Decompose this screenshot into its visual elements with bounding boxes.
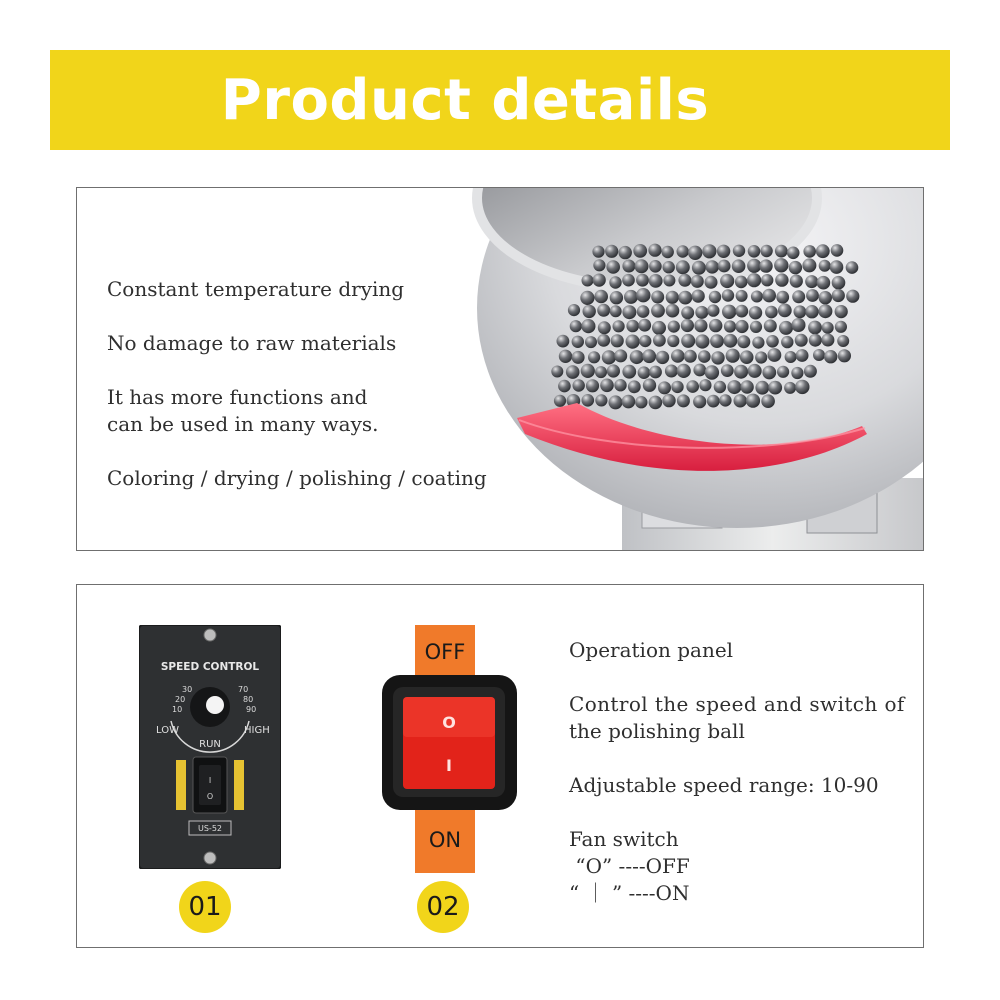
polishing-ball	[705, 276, 718, 289]
polishing-ball	[610, 291, 623, 304]
polishing-ball	[835, 321, 847, 333]
polishing-ball	[775, 273, 788, 286]
polishing-ball	[607, 364, 620, 377]
polishing-ball	[747, 273, 761, 287]
polishing-ball	[718, 260, 731, 273]
polishing-ball	[805, 305, 818, 318]
polishing-ball	[600, 379, 614, 393]
polishing-ball	[609, 395, 623, 409]
scale-left-tick: 30	[182, 685, 193, 694]
description-line: Control the speed and switch of	[569, 692, 905, 716]
polishing-ball	[722, 305, 736, 319]
polishing-ball	[559, 350, 572, 363]
polishing-ball	[583, 305, 596, 318]
polishing-ball	[642, 349, 656, 363]
polishing-ball	[768, 348, 782, 362]
polishing-ball	[622, 305, 636, 319]
polishing-ball	[702, 244, 716, 258]
description-line: the polishing ball	[569, 719, 745, 743]
polishing-ball	[597, 304, 610, 317]
off-tag-label: OFF	[424, 640, 466, 664]
polishing-ball	[684, 350, 697, 363]
polishing-ball	[707, 304, 719, 316]
polishing-ball	[622, 395, 636, 409]
polishing-ball	[558, 380, 571, 393]
polishing-ball	[557, 335, 570, 348]
polishing-ball	[846, 261, 859, 274]
polishing-ball	[819, 291, 832, 304]
polishing-ball	[761, 274, 773, 286]
polishing-ball	[598, 321, 611, 334]
polishing-ball	[804, 365, 817, 378]
scale-left-tick: 20	[175, 695, 186, 704]
polishing-ball	[795, 334, 808, 347]
high-label: HIGH	[244, 725, 270, 736]
polishing-ball	[795, 380, 809, 394]
polishing-ball	[737, 335, 750, 348]
polishing-ball	[722, 289, 734, 301]
polishing-ball	[593, 259, 605, 271]
polishing-ball	[816, 244, 830, 258]
polishing-ball	[698, 350, 711, 363]
polishing-ball	[817, 276, 831, 290]
model-label: US-52	[198, 824, 222, 833]
polishing-ball	[709, 319, 722, 332]
scale-right-tick: 90	[246, 705, 257, 714]
polishing-ball	[681, 334, 695, 348]
polishing-ball	[580, 291, 594, 305]
polishing-ball	[750, 321, 762, 333]
polishing-ball	[748, 245, 761, 258]
polishing-ball	[633, 244, 647, 258]
polishing-ball	[777, 366, 789, 378]
polishing-ball	[734, 365, 748, 379]
polishing-ball	[721, 364, 734, 377]
polishing-ball	[693, 364, 706, 377]
polishing-ball	[568, 304, 580, 316]
polishing-ball	[726, 349, 740, 363]
polishing-ball	[734, 394, 747, 407]
polishing-ball	[709, 291, 721, 303]
polishing-ball	[651, 291, 664, 304]
polishing-ball	[791, 367, 803, 379]
polishing-ball	[755, 351, 767, 363]
rocker-on-mark: I	[446, 756, 452, 775]
low-label: LOW	[156, 725, 179, 736]
page-title: Product details	[220, 67, 710, 133]
polishing-ball	[796, 349, 809, 362]
polishing-ball	[619, 246, 632, 259]
polishing-ball	[695, 334, 709, 348]
feature-item: Coloring / drying / polishing / coating	[107, 466, 487, 490]
polishing-ball	[622, 260, 635, 273]
fan-switch-title: Fan switch	[569, 827, 679, 851]
polishing-ball	[586, 379, 599, 392]
polishing-ball	[835, 305, 848, 318]
polishing-ball	[656, 351, 669, 364]
polishing-ball	[671, 381, 683, 393]
polishing-ball	[572, 351, 585, 364]
polishing-ball	[818, 304, 832, 318]
polishing-ball	[624, 290, 638, 304]
polishing-ball	[602, 350, 616, 364]
polishing-ball	[714, 381, 726, 393]
polishing-ball	[677, 245, 689, 257]
scale-right-tick: 70	[238, 685, 249, 694]
on-tag-label: ON	[428, 828, 462, 852]
polishing-ball	[759, 259, 772, 272]
polishing-ball	[588, 351, 600, 363]
polishing-ball	[747, 259, 761, 273]
polishing-ball	[649, 366, 662, 379]
feature-panel	[76, 187, 924, 551]
polishing-ball	[595, 366, 607, 378]
polishing-ball	[768, 381, 782, 395]
polishing-ball	[677, 394, 690, 407]
speed-controller-image	[139, 625, 281, 869]
polishing-ball	[668, 321, 680, 333]
feature-item: can be used in many ways.	[107, 412, 379, 436]
polishing-ball	[582, 275, 594, 287]
scale-right-tick: 80	[243, 695, 254, 704]
title-banner	[50, 50, 950, 150]
polishing-ball	[622, 274, 635, 287]
polishing-ball	[639, 335, 651, 347]
polishing-ball	[792, 318, 806, 332]
polishing-ball	[775, 245, 788, 258]
speed-control-title: SPEED CONTROL	[160, 661, 260, 673]
polishing-ball	[808, 321, 822, 335]
polishing-ball	[838, 349, 851, 362]
polishing-ball	[666, 291, 679, 304]
polishing-ball	[681, 319, 694, 332]
polishing-ball	[651, 304, 665, 318]
polishing-ball	[638, 319, 651, 332]
polishing-ball	[688, 246, 702, 260]
polishing-ball	[566, 365, 580, 379]
polishing-ball	[691, 275, 704, 288]
description-heading: Operation panel	[569, 638, 734, 662]
polishing-ball	[573, 379, 585, 391]
polishing-ball	[735, 305, 748, 318]
polishing-ball	[636, 274, 649, 287]
polishing-ball	[693, 395, 706, 408]
polishing-ball	[581, 319, 595, 333]
polishing-ball	[649, 274, 663, 288]
polishing-ball	[792, 290, 805, 303]
polishing-ball	[789, 261, 802, 274]
polishing-ball	[609, 276, 621, 288]
polishing-ball	[752, 337, 764, 349]
polishing-ball	[781, 336, 793, 348]
polishing-ball	[751, 291, 763, 303]
polishing-ball	[636, 288, 650, 302]
polishing-ball	[638, 366, 651, 379]
polishing-ball	[652, 321, 666, 335]
polishing-ball	[570, 320, 582, 332]
polishing-ball	[678, 274, 691, 287]
polishing-ball	[735, 276, 748, 289]
polishing-ball	[813, 349, 825, 361]
polishing-ball	[630, 350, 644, 364]
polishing-ball	[784, 382, 796, 394]
scale-left-tick: 10	[172, 705, 183, 714]
polishing-ball	[706, 260, 719, 273]
polishing-ball	[736, 290, 748, 302]
polishing-ball	[635, 259, 649, 273]
polishing-ball	[805, 275, 818, 288]
polishing-ball	[755, 381, 769, 395]
polishing-ball	[595, 394, 607, 406]
polishing-ball	[572, 336, 584, 348]
polishing-ball	[832, 289, 845, 302]
polishing-ball	[662, 246, 674, 258]
polishing-ball	[594, 290, 608, 304]
polishing-ball	[606, 260, 620, 274]
polishing-ball	[832, 276, 846, 290]
polishing-ball	[707, 395, 720, 408]
badge-01: 01	[179, 881, 231, 933]
polishing-ball	[686, 380, 699, 393]
polishing-ball	[662, 394, 675, 407]
coating-machine-image	[407, 188, 923, 550]
polishing-ball	[635, 396, 647, 408]
rocker-off-mark: O	[442, 713, 456, 732]
polishing-ball	[761, 394, 775, 408]
polishing-ball	[649, 260, 662, 273]
polishing-ball	[626, 320, 639, 333]
polishing-ball	[605, 245, 618, 258]
switch-on-mark: I	[208, 776, 212, 785]
polishing-ball	[717, 245, 730, 258]
polishing-ball	[628, 380, 641, 393]
polishing-ball	[776, 291, 789, 304]
polishing-ball	[802, 258, 816, 272]
rocker-switch-image	[377, 625, 522, 873]
polishing-ball	[740, 350, 754, 364]
fan-off-text: “O” ----OFF	[569, 854, 690, 878]
polishing-ball	[740, 380, 753, 393]
polishing-ball	[748, 364, 762, 378]
polishing-ball	[765, 306, 778, 319]
polishing-ball	[705, 365, 719, 379]
polishing-ball	[719, 394, 731, 406]
feature-item: No damage to raw materials	[107, 331, 397, 355]
fan-on-text: “ ｜ ” ----ON	[569, 881, 690, 905]
polishing-ball	[735, 320, 748, 333]
polishing-ball	[724, 334, 738, 348]
polishing-ball	[790, 275, 803, 288]
polishing-ball	[710, 334, 724, 348]
polishing-ball	[727, 380, 741, 394]
polishing-ball	[762, 289, 776, 303]
polishing-ball	[809, 334, 822, 347]
polishing-ball	[614, 349, 627, 362]
polishing-ball	[593, 274, 606, 287]
polishing-ball	[794, 305, 807, 318]
polishing-ball	[711, 351, 724, 364]
polishing-ball	[648, 244, 661, 257]
polishing-ball	[681, 306, 694, 319]
badge-02: 02	[417, 881, 469, 933]
polishing-ball	[626, 335, 640, 349]
polishing-ball	[692, 261, 706, 275]
operation-panel-section	[76, 584, 924, 948]
polishing-ball	[830, 260, 844, 274]
polishing-ball	[653, 334, 666, 347]
feature-item: It has more functions and	[107, 385, 368, 409]
polishing-ball	[846, 290, 859, 303]
polishing-ball	[663, 261, 675, 273]
run-label: RUN	[199, 739, 221, 750]
polishing-ball	[774, 258, 788, 272]
polishing-ball	[724, 320, 736, 332]
polishing-ball	[658, 381, 671, 394]
polishing-ball	[806, 289, 819, 302]
polishing-ball	[746, 394, 760, 408]
polishing-ball	[732, 259, 746, 273]
polishing-ball	[764, 319, 777, 332]
polishing-ball	[665, 365, 678, 378]
polishing-ball	[613, 320, 625, 332]
polishing-ball	[610, 305, 622, 317]
polishing-ball	[831, 244, 844, 257]
polishing-ball	[582, 394, 595, 407]
polishing-ball	[824, 350, 837, 363]
polishing-ball	[821, 334, 834, 347]
polishing-ball	[637, 305, 650, 318]
polishing-ball	[822, 322, 834, 334]
polishing-ball	[643, 379, 656, 392]
polishing-ball	[649, 396, 663, 410]
polishing-ball	[597, 334, 610, 347]
polishing-ball	[779, 321, 793, 335]
polishing-ball	[803, 245, 816, 258]
polishing-ball	[663, 275, 675, 287]
polishing-ball	[766, 335, 779, 348]
polishing-ball	[787, 247, 800, 260]
feature-item: Constant temperature drying	[107, 277, 405, 301]
polishing-ball	[554, 395, 566, 407]
polishing-ball	[695, 306, 708, 319]
polishing-ball	[671, 349, 685, 363]
polishing-ball	[720, 274, 734, 288]
polishing-ball	[778, 304, 792, 318]
polishing-ball	[762, 366, 776, 380]
polishing-ball	[694, 319, 707, 332]
polishing-ball	[667, 335, 679, 347]
polishing-ball	[749, 306, 762, 319]
polishing-ball	[677, 364, 691, 378]
polishing-ball	[551, 366, 563, 378]
polishing-ball	[678, 291, 692, 305]
polishing-ball	[622, 365, 636, 379]
polishing-ball	[581, 364, 595, 378]
polishing-ball	[837, 335, 849, 347]
polishing-ball	[699, 379, 711, 391]
polishing-ball	[733, 245, 745, 257]
polishing-ball	[819, 260, 831, 272]
polishing-ball	[611, 334, 624, 347]
switch-off-mark: O	[206, 792, 214, 801]
polishing-ball	[785, 351, 797, 363]
polishing-ball	[592, 246, 604, 258]
polishing-ball	[692, 290, 705, 303]
polishing-ball	[760, 245, 772, 257]
polishing-ball	[585, 336, 597, 348]
polishing-ball	[666, 304, 680, 318]
polishing-ball	[676, 260, 690, 274]
polishing-ball	[614, 379, 626, 391]
speed-range-text: Adjustable speed range: 10-90	[569, 773, 879, 797]
